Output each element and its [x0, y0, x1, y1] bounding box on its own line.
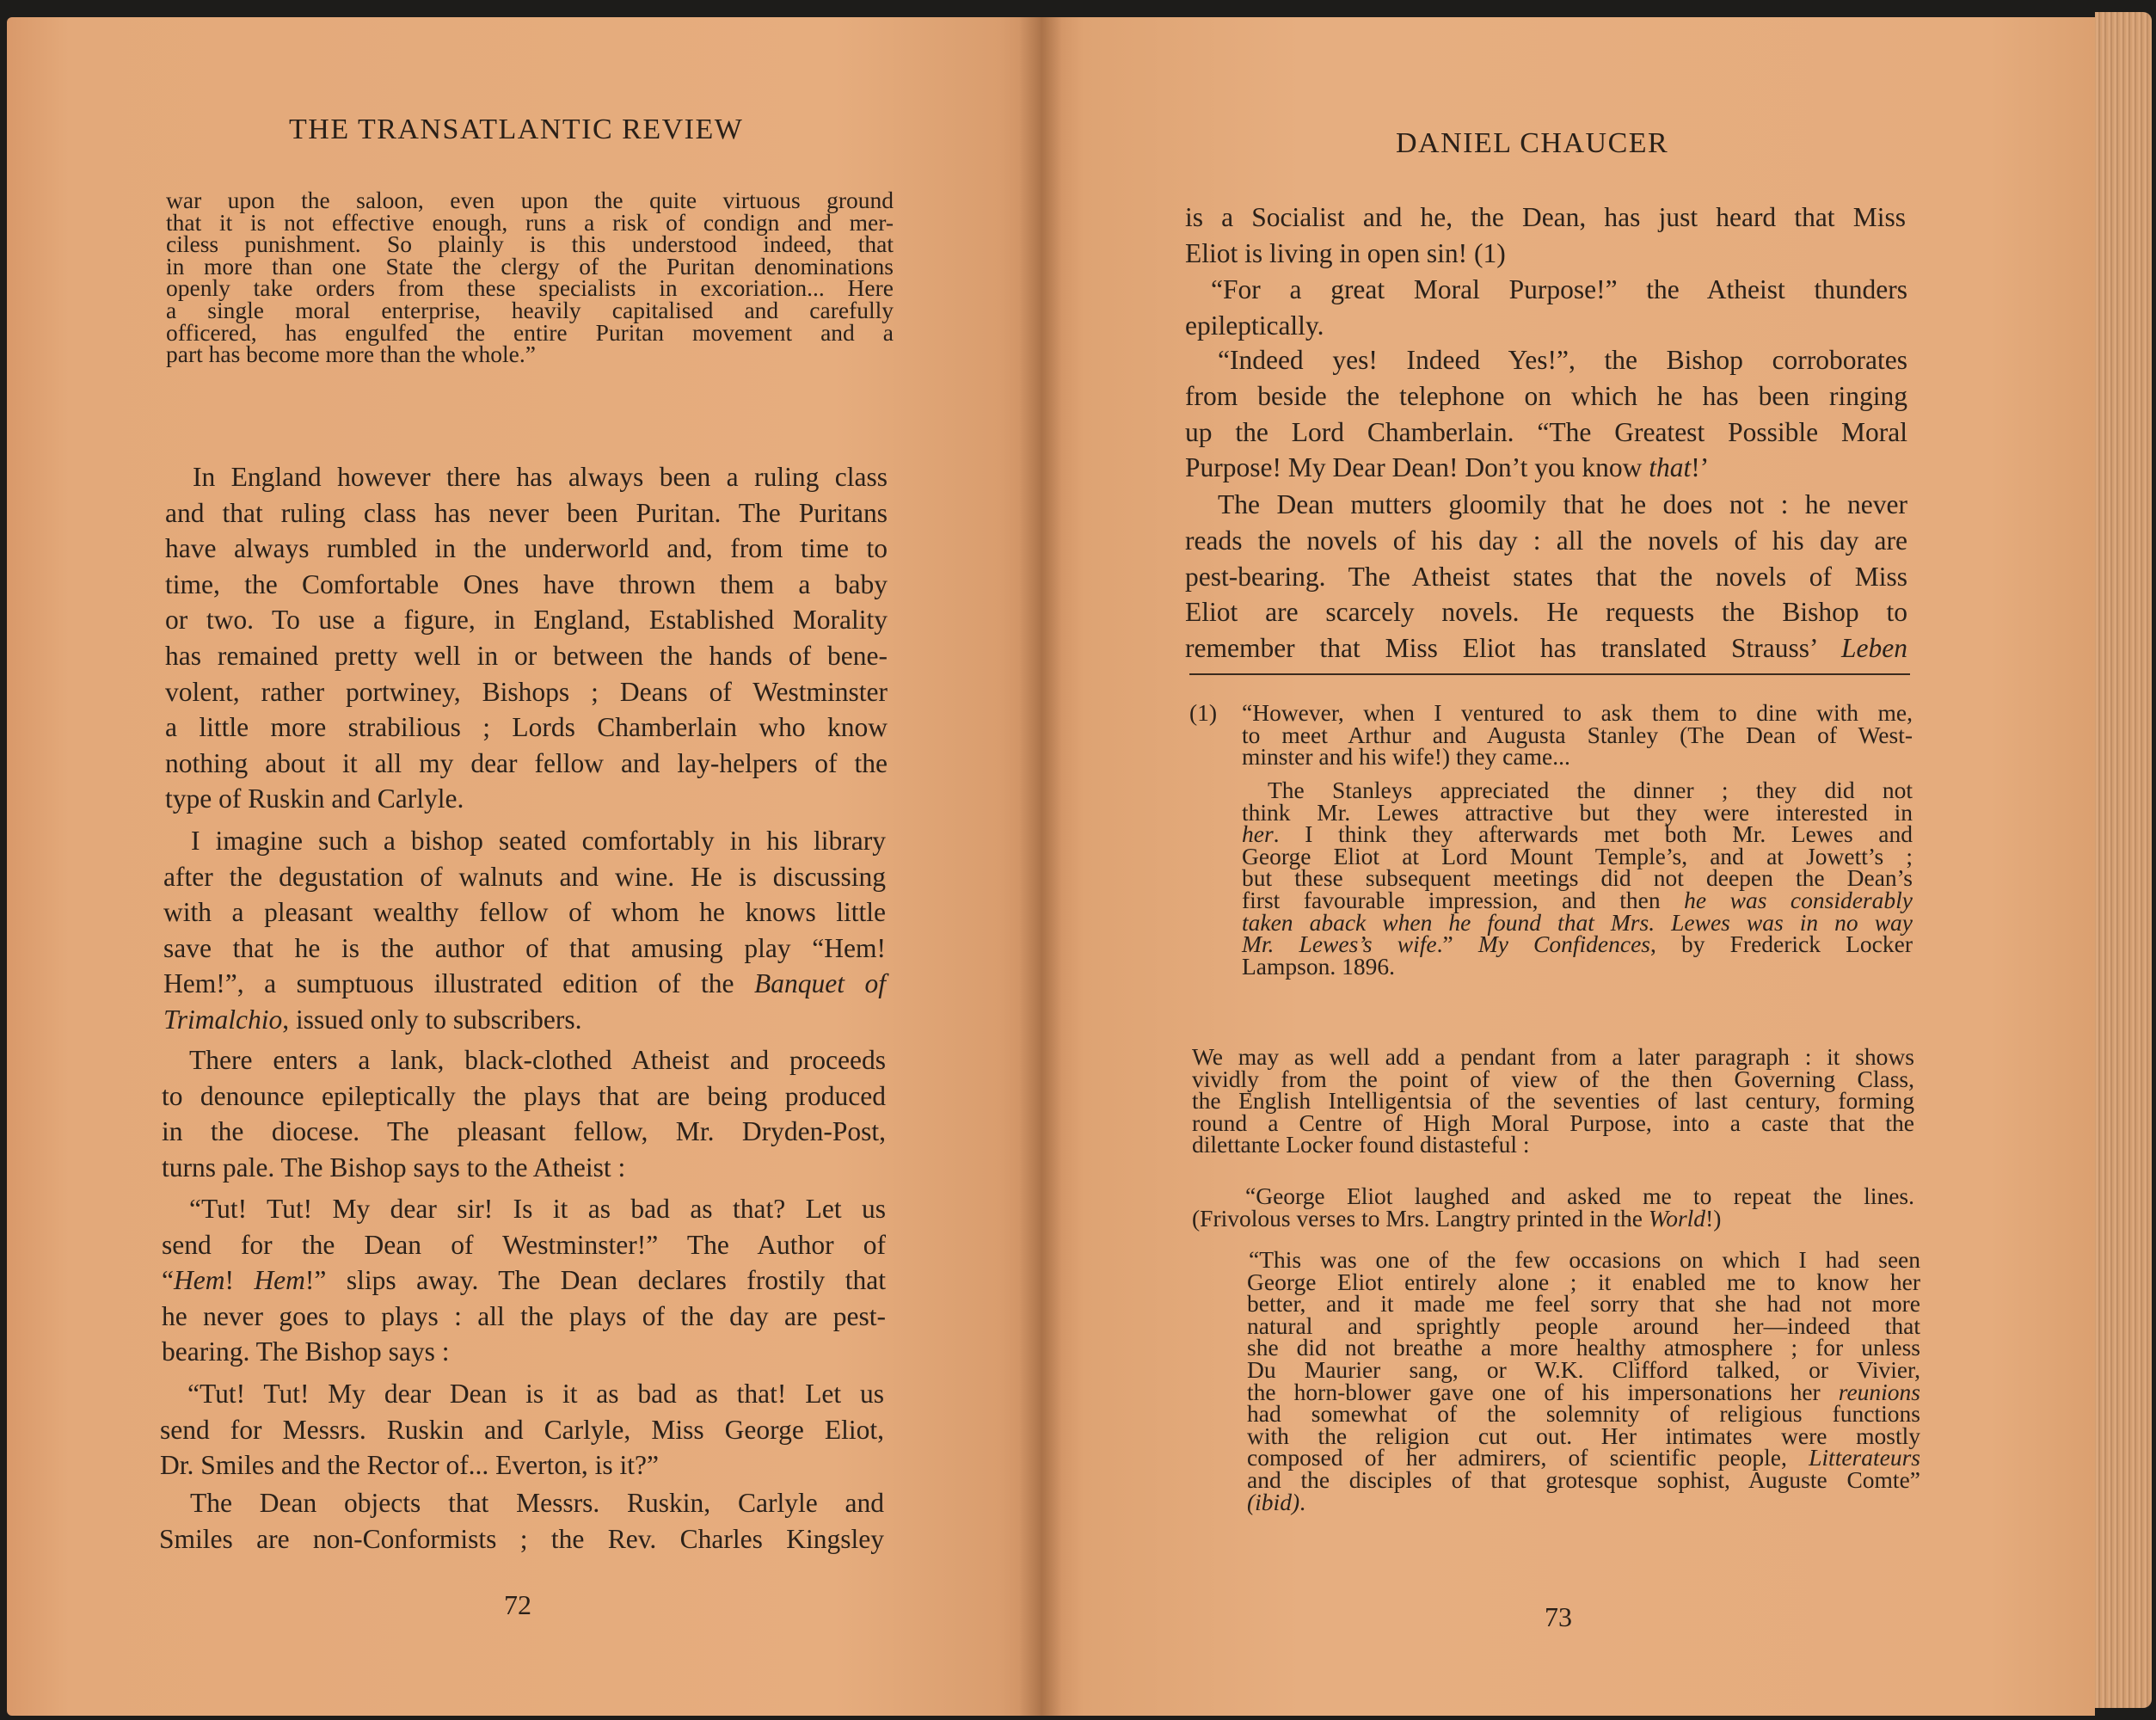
text-line: I imagine such a bishop seated comfortably in his library: [191, 826, 886, 856]
text-run: the horn-blower gave one of his impersonations her: [1247, 1378, 1839, 1405]
text-run: (Frivolous verses to Mrs. Langtry printed in the: [1192, 1204, 1649, 1232]
left-paragraph-5: [160, 1376, 884, 1484]
text-line: is a Socialist and he, the Dean, has just heard that Miss: [1185, 202, 1906, 232]
text-line: Eliot are scarcely novels. He requests the Bishop to: [1185, 597, 1907, 628]
text-line: in more than one State the clergy of the Puritan denominations: [166, 252, 894, 280]
text-line: The Dean mutters gloomily that he does not : he never: [1218, 489, 1907, 519]
text-line: send for Messrs. Ruskin and Carlyle, Miss George Eliot,: [160, 1414, 884, 1445]
left-paragraph-3: [162, 1042, 886, 1185]
text-line: openly take orders from these specialists in excoriation... Here: [166, 274, 894, 302]
text-run: !: [224, 1265, 255, 1296]
text-line: volent, rather portwiney, Bishops ; Deans of Westminster: [165, 676, 888, 707]
text-run: !): [1705, 1204, 1722, 1232]
text-line: There enters a lank, black-clothed Atheist and proceeds: [189, 1045, 886, 1075]
text-line: a single moral enterprise, heavily capitalised and carefully: [166, 296, 894, 323]
text-line: and the disciples of that grotesque sophist, Auguste Comte”: [1247, 1465, 1920, 1493]
right-paragraph-4: [1185, 487, 1907, 666]
book-gutter: [1019, 17, 1062, 1716]
text-line: vividly from the point of view of the then Governing Class,: [1192, 1065, 1914, 1092]
text-line: [1192, 1204, 1914, 1232]
text-line: “George Eliot laughed and asked me to repeat the lines.: [1245, 1182, 1914, 1209]
italic-title: Hem: [254, 1265, 305, 1296]
italic-title: My Confidences: [1477, 931, 1650, 958]
italic-title: Trimalchio: [163, 1004, 283, 1035]
text-line: [1242, 931, 1913, 958]
italic-word: her: [1242, 820, 1274, 848]
left-paragraph-2: [163, 823, 886, 1038]
text-line: [1185, 630, 1907, 666]
text-line: up the Lord Chamberlain. “The Greatest Possible Moral: [1185, 416, 1907, 447]
text-line: “Tut! Tut! My dear sir! Is it as bad as that? Let us: [189, 1194, 886, 1224]
text-run: .: [1299, 1488, 1305, 1515]
text-line: George Eliot at Lord Mount Temple’s, and at Jowett’s ;: [1242, 842, 1913, 869]
text-line: “Tut! Tut! My dear Dean is it as bad as that! Let us: [187, 1379, 884, 1409]
text-run: Purpose! My Dear Dean! Don’t you know: [1185, 452, 1649, 483]
text-line: Smiles are non-Conformists ; the Rev. Charles Kingsley: [159, 1523, 884, 1554]
text-line: better, and it made me feel sorry that she had not more: [1247, 1290, 1920, 1318]
text-line: had somewhat of the solemnity of religious functions: [1247, 1400, 1920, 1428]
text-line: pest-bearing. The Atheist states that the novels of Miss: [1185, 561, 1907, 592]
text-line: to denounce epileptically the plays that are being produced: [162, 1080, 886, 1111]
text-line: Eliot is living in open sin! (1): [1185, 237, 1506, 268]
text-line: minster and his wife!) they came...: [1242, 743, 1570, 771]
italic-run: he was considerably: [1684, 886, 1913, 913]
page-edges: [2095, 12, 2152, 1708]
italic-title: Hem: [173, 1265, 225, 1296]
text-line: has remained pretty well in or between the hands of bene-: [165, 640, 888, 671]
text-line: officered, has engulfed the entire Puritan movement and a: [166, 318, 894, 346]
text-run: , by Frederick Locker: [1650, 931, 1913, 958]
italic-run: Mr. Lewes’s wife: [1242, 931, 1437, 958]
text-line: [1242, 820, 1913, 848]
text-line: type of Ruskin and Carlyle.: [165, 783, 464, 814]
text-line: to meet Arthur and Augusta Stanley (The Dean of West-: [1242, 721, 1913, 748]
text-line: in the diocese. The pleasant fellow, Mr. Dryden-Post,: [162, 1116, 886, 1147]
text-line: the English Intelligentsia of the seventies of last century, forming: [1192, 1087, 1914, 1115]
text-line: have always rumbled in the underworld and, from time to: [165, 533, 888, 564]
left-quote-block: [166, 189, 894, 366]
left-page-number: 72: [504, 1589, 531, 1620]
quote-2: [1247, 1246, 1920, 1515]
text-line: Du Maurier sang, or W.K. Clifford talked, or Vivier,: [1247, 1355, 1920, 1383]
left-running-head: THE TRANSATLANTIC REVIEW: [289, 114, 744, 145]
text-run: .”: [1436, 931, 1478, 958]
italic-word: Litterateurs: [1809, 1444, 1920, 1471]
text-line: “For a great Moral Purpose!” the Atheist thunders: [1211, 274, 1907, 304]
text-line: “However, when I ventured to ask them to dine with me,: [1242, 699, 1913, 726]
text-line: [163, 1002, 886, 1038]
text-run: remember that Miss Eliot has translated Strauss’: [1185, 633, 1842, 664]
text-line: [1247, 1488, 1920, 1515]
text-line: The Stanleys appreciated the dinner ; they did not: [1268, 777, 1913, 803]
text-run: “: [162, 1265, 174, 1296]
text-run: first favourable impression, and then: [1242, 886, 1685, 913]
text-line: bearing. The Bishop says :: [162, 1336, 450, 1367]
footnote-1-continuation: [1242, 777, 1913, 980]
text-line: Dr. Smiles and the Rector of... Everton, is it?”: [160, 1450, 659, 1481]
text-line: from beside the telephone on which he has been ringing: [1185, 380, 1907, 411]
right-paragraph-3: [1185, 342, 1907, 486]
text-line: or two. To use a figure, in England, Established Morality: [165, 605, 888, 636]
italic-title: Leben: [1841, 633, 1907, 664]
left-paragraph-1: [165, 459, 888, 817]
text-line: The Dean objects that Messrs. Ruskin, Carlyle and: [190, 1488, 884, 1518]
italic-word: (ibid): [1247, 1488, 1300, 1515]
footnote-rule: [1189, 673, 1910, 675]
text-line: [163, 966, 886, 1002]
text-line: [1185, 450, 1907, 486]
italic-title: World: [1648, 1204, 1706, 1232]
italic-run: taken aback when he found that Mrs. Lewes was in no way: [1242, 908, 1913, 936]
text-line: part has become more than the whole.”: [166, 341, 536, 368]
text-line: Lampson. 1896.: [1242, 952, 1395, 980]
text-line: We may as well add a pendant from a later paragraph : it shows: [1192, 1043, 1914, 1070]
text-line: save that he is the author of that amusing play “Hem!: [163, 932, 886, 963]
pendant-paragraph: [1192, 1043, 1914, 1158]
text-line: send for the Dean of Westminster!” The Author of: [162, 1229, 886, 1260]
text-line: and that ruling class has never been Puritan. The Puritans: [165, 497, 888, 528]
text-line: after the degustation of walnuts and wine. He is discussing: [163, 861, 886, 892]
text-line: she did not breathe a more healthy atmosphere ; for unless: [1247, 1334, 1920, 1361]
text-line: war upon the saloon, even upon the quite virtuous ground: [166, 187, 894, 213]
text-run: !’: [1691, 452, 1710, 483]
text-line: In England however there has always been a ruling class: [193, 462, 888, 492]
right-paragraph-2: [1185, 272, 1907, 344]
text-line: “This was one of the few occasions on which I had seen: [1249, 1246, 1920, 1273]
text-line: George Eliot entirely alone ; it enabled me to know her: [1247, 1268, 1920, 1295]
text-line: turns pale. The Bishop says to the Atheist :: [162, 1152, 626, 1182]
text-run: !” slips away. The Dean declares frostily that: [304, 1265, 886, 1296]
italic-title: Banquet of: [753, 968, 886, 999]
text-line: that it is not effective enough, runs a risk of condign and mer-: [166, 208, 894, 236]
text-run: composed of her admirers, of scientific people,: [1247, 1444, 1809, 1471]
text-run: , issued only to subscribers.: [282, 1004, 582, 1035]
italic-word: that: [1649, 452, 1692, 483]
text-line: he never goes to plays : all the plays of the day are pest-: [162, 1300, 886, 1331]
text-line: but these subsequent meetings did not deepen the Dean’s: [1242, 864, 1913, 892]
text-line: epileptically.: [1185, 310, 1324, 341]
text-line: ciless punishment. So plainly is this understood indeed, that: [166, 230, 894, 258]
right-running-head: DANIEL CHAUCER: [1396, 127, 1669, 159]
quote-1: [1192, 1182, 1914, 1232]
text-line: round a Centre of High Moral Purpose, into a caste that the: [1192, 1109, 1914, 1136]
text-line: nothing about it all my dear fellow and lay-helpers of the: [165, 747, 888, 778]
left-paragraph-6: [159, 1485, 884, 1557]
text-run: . I think they afterwards met both Mr. Lewes and: [1273, 820, 1913, 848]
text-line: time, the Comfortable Ones have thrown them a baby: [165, 568, 888, 599]
text-line: with the religion cut out. Her intimates were mostly: [1247, 1422, 1920, 1449]
text-line: natural and sprightly people around her—indeed that: [1247, 1312, 1920, 1339]
text-line: dilettante Locker found distasteful :: [1192, 1131, 1530, 1158]
right-paragraph-1: [1185, 200, 1906, 272]
right-page-number: 73: [1545, 1601, 1572, 1632]
italic-word: reunions: [1838, 1378, 1920, 1405]
footnote-1: [1242, 699, 1913, 771]
text-line: reads the novels of his day : all the novels of his day are: [1185, 525, 1907, 556]
footnote-marker: (1): [1189, 699, 1218, 726]
text-line: with a pleasant wealthy fellow of whom he knows little: [163, 897, 886, 928]
left-paragraph-4: [162, 1191, 886, 1370]
text-line: [162, 1262, 886, 1299]
text-line: think Mr. Lewes attractive but they were interested in: [1242, 798, 1913, 826]
text-line: “Indeed yes! Indeed Yes!”, the Bishop corroborates: [1218, 345, 1907, 375]
text-line: a little more strabilious ; Lords Chamberlain who know: [165, 712, 888, 743]
text-run: Hem!”, a sumptuous illustrated edition of the: [163, 968, 754, 999]
